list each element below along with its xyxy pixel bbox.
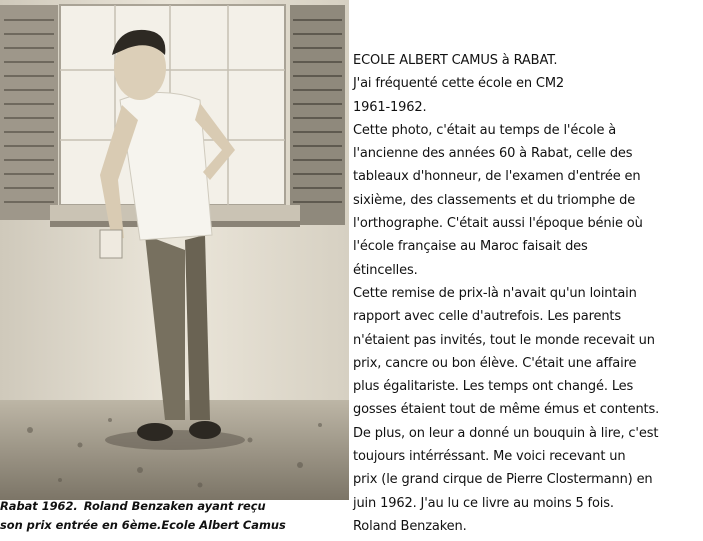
text-line: De plus, on leur a donné un bouquin à lire, c'est (353, 425, 659, 441)
caption-text-1: Roland Benzaken ayant reçu (83, 499, 266, 513)
text-line: rapport avec celle d'autrefois. Les parents (353, 309, 621, 325)
text-line: juin 1962. J'au lu ce livre au moins 5 fois. (353, 495, 614, 511)
caption-place-date: Rabat 1962. (0, 499, 78, 513)
text-line: ECOLE ALBERT CAMUS à RABAT. (353, 53, 558, 68)
text-line: l'ancienne des années 60 à Rabat, celle des (353, 146, 633, 162)
text-line: gosses étaient tout de même émus et contents. (353, 402, 660, 418)
text-line: prix, cancre ou bon élève. C'était une affaire (353, 355, 637, 371)
text-line: l'orthographe. C'était aussi l'époque bénie où (353, 216, 643, 232)
text-line: étincelles. (353, 262, 418, 278)
text-line: Roland Benzaken. (353, 518, 467, 534)
text-line: n'étaient pas invités, tout le monde recevait un (353, 332, 655, 348)
text-line: toujours intérréssant. Me voici recevant un (353, 449, 626, 465)
caption-line-2: son prix entrée en 6ème.Ecole Albert Camus (0, 518, 286, 532)
text-line: tableaux d'honneur, de l'examen d'entrée en (353, 169, 641, 185)
text-line: J'ai fréquenté cette école en CM2 (353, 76, 565, 92)
text-line: 1961-1962. (353, 99, 427, 115)
text-line: l'école française au Maroc faisait des (353, 239, 588, 255)
story-text (353, 49, 698, 538)
text-line: Cette remise de prix-là n'avait qu'un lointain (353, 285, 637, 301)
text-line: sixième, des classements et du triomphe de (353, 192, 636, 208)
text-line: Cette photo, c'était au temps de l'école à (353, 122, 617, 138)
caption-line-1 (0, 497, 352, 516)
text-line: prix (le grand cirque de Pierre Clostermann) en (353, 472, 653, 488)
photo-icon (0, 0, 349, 500)
vintage-photo (0, 0, 349, 500)
text-line: plus égalitariste. Les temps ont changé. Les (353, 379, 634, 395)
photo-caption (0, 497, 352, 535)
